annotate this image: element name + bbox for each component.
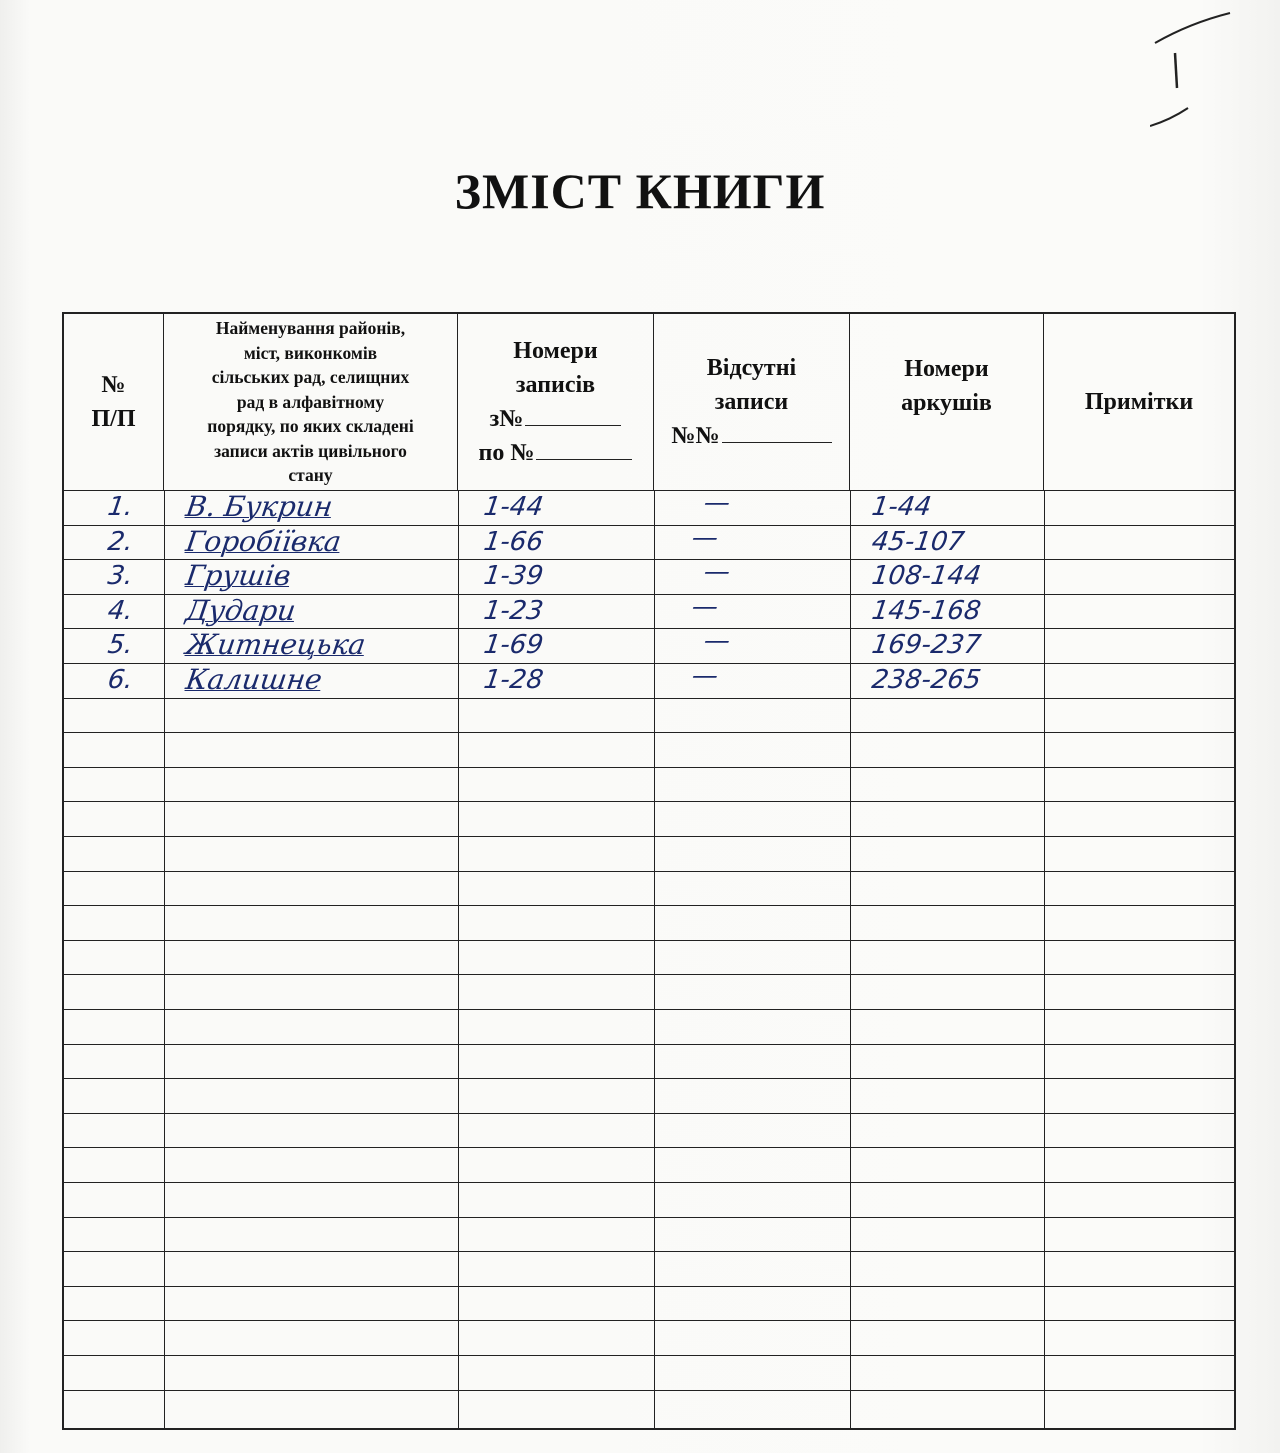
cell-missing: — [701,626,733,657]
row-line [64,1113,1234,1114]
cell-sheets: 238-265 [869,665,983,695]
row-line [64,871,1234,872]
row-line [64,1320,1234,1321]
header-records-to [479,436,633,470]
row-line [64,974,1234,975]
cell-records: 1-39 [481,561,546,592]
contents-table [62,312,1236,1430]
header-sheets [850,314,1044,490]
header-name-line: порядку, по яких складені [207,416,414,437]
cell-name: Грушів [183,559,293,593]
blank-line [525,424,621,426]
header-records-to-label: по № [478,440,535,466]
row-line [64,940,1234,941]
row-line [64,1286,1234,1287]
page-title: ЗМІСТ КНИГИ [454,163,826,219]
cell-sheets: 169-237 [869,630,983,661]
header-name-line: стану [288,465,333,486]
row-line [64,1251,1234,1252]
header-notes-line: Примітки [1084,388,1194,415]
row-line [64,767,1234,768]
row-line [64,1078,1234,1079]
header-records-line: записів [515,372,596,398]
header-notes [1044,314,1234,490]
cell-name: Горобіївка [183,524,344,558]
cell-num: 3. [105,561,135,592]
cell-num: 1. [105,492,135,522]
column-line [458,490,459,1428]
cell-num: 2. [105,526,135,557]
header-records [458,314,654,490]
header-records-from-label: з№ [489,406,524,432]
cell-num: 4. [105,595,135,626]
row-line [64,698,1234,699]
cell-name: Житнецька [183,628,368,662]
header-name-line: записи актів цивільного [214,440,407,461]
cell-missing: — [689,522,721,553]
row-line [64,1147,1234,1148]
cell-records: 1-44 [481,492,546,522]
cell-missing: — [701,557,733,588]
cell-records: 1-23 [481,595,546,626]
header-name [164,314,458,490]
cell-sheets: 108-144 [869,561,983,592]
header-name-line: міст, виконкомів [243,342,378,363]
header-missing-line: записи [714,389,789,415]
header-name-line: Найменування районів, [215,318,406,339]
cell-missing: — [689,591,721,622]
cell-records: 1-69 [481,630,546,661]
row-line [64,801,1234,802]
header-missing-nums-label: №№ [671,423,720,449]
header-sheets-line: Номери [904,356,989,382]
column-line [850,490,851,1428]
cell-name: Калишне [183,663,325,696]
cell-name: В. Букрин [183,490,335,523]
header-missing [654,314,850,490]
header-num-line: П/П [91,406,136,432]
cell-num: 5. [105,630,135,661]
cell-records: 1-66 [481,526,546,557]
row-line [64,836,1234,837]
column-line [1044,490,1045,1428]
row-line [64,1217,1234,1218]
cell-records: 1-28 [481,665,546,695]
header-name-line: сільських рад, селищних [211,367,410,388]
row-line [64,732,1234,733]
blank-line [722,441,832,443]
column-line [164,490,165,1428]
header-num [64,314,164,490]
column-line [654,490,655,1428]
header-sheets-line: аркушів [901,390,992,416]
row-line [64,905,1234,906]
header-records-line: Номери [513,338,598,364]
row-line [64,1390,1234,1391]
cell-sheets: 45-107 [869,526,967,557]
cell-missing: — [701,488,733,518]
blank-line [536,458,632,460]
cell-sheets: 1-44 [869,492,934,522]
header-missing-nums [671,419,831,453]
row-line [64,1355,1234,1356]
cell-num: 6. [105,665,135,695]
cell-missing: — [689,661,721,691]
cell-name: Дудари [183,593,298,627]
row-line [64,1182,1234,1183]
header-name-line: рад в алфавітному [236,391,385,412]
header-num-line: № [101,372,126,398]
cell-sheets: 145-168 [869,595,983,626]
row-line [64,1044,1234,1045]
handwritten-corner-mark [1150,8,1240,138]
header-missing-line: Відсутні [706,355,797,381]
header-records-from [479,402,633,436]
row-line [64,1009,1234,1010]
